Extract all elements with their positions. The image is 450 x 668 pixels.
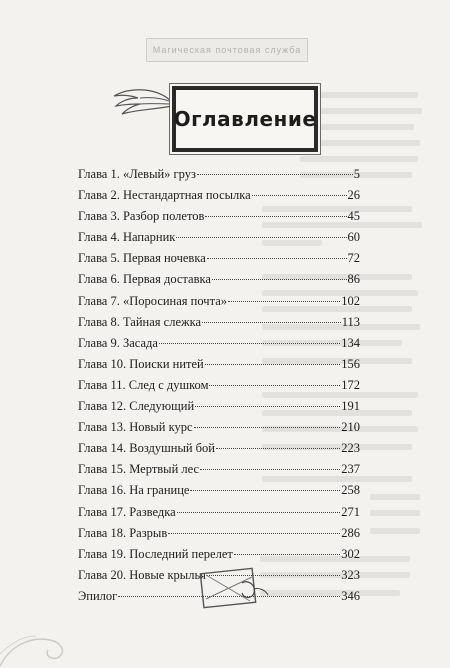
- toc-entry: [78, 185, 360, 206]
- toc-leader-dots: [207, 258, 347, 259]
- toc-page-number: 5: [353, 167, 360, 181]
- toc-entry: [78, 227, 360, 248]
- toc-entry-title: Глава 3. Разбор полетов: [78, 209, 205, 224]
- toc-page-number: 210: [341, 420, 360, 435]
- toc-leader-dots: [202, 322, 341, 323]
- parcel-icon: [196, 565, 272, 609]
- toc-entry-title: Глава 15. Мертвый лес: [78, 462, 200, 477]
- toc-leader-dots: [212, 279, 347, 280]
- toc-entry-title: Глава 14. Воздушный бой: [78, 441, 215, 456]
- toc-leader-dots: [234, 554, 340, 555]
- running-header-plate: [146, 38, 308, 62]
- toc-entry-title: Глава 8. Тайная слежка: [78, 314, 202, 329]
- toc-entry-title: Глава 19. Последний перелет: [78, 546, 233, 561]
- toc-leader-dots: [195, 406, 340, 407]
- toc-page-number: 60: [347, 230, 360, 245]
- toc-leader-dots: [209, 385, 340, 386]
- toc-entry: [78, 502, 360, 523]
- toc-entry: [78, 480, 360, 501]
- toc-leader-dots: [216, 448, 340, 449]
- toc-page-number: 258: [341, 483, 360, 498]
- toc-entry-title: Глава 18. Разрыв: [78, 525, 168, 540]
- toc-leader-dots: [168, 533, 340, 534]
- toc-leader-dots: [205, 216, 346, 217]
- toc-page-number: 271: [341, 504, 360, 519]
- toc-leader-dots: [252, 195, 347, 196]
- toc-page-number: 86: [347, 272, 360, 287]
- toc-leader-dots: [200, 469, 340, 470]
- toc-page-number: 72: [347, 251, 360, 266]
- toc-leader-dots: [197, 174, 353, 175]
- toc-page-number: 45: [347, 209, 360, 224]
- toc-leader-dots: [228, 301, 340, 302]
- toc-entry: [78, 438, 360, 459]
- toc-entry-title: Глава 1. «Левый» груз: [78, 167, 196, 181]
- toc-entry-title: Глава 5. Первая ночевка: [78, 251, 206, 266]
- toc-page-number: 26: [347, 188, 360, 203]
- toc-entry: [78, 459, 360, 480]
- table-of-contents: [78, 164, 360, 607]
- toc-entry: [78, 354, 360, 375]
- toc-entry-title: Глава 9. Засада: [78, 335, 158, 350]
- toc-page-number: 113: [341, 314, 360, 329]
- toc-entry-title: Глава 20. Новые крылья: [78, 567, 206, 582]
- toc-page-number: 134: [341, 335, 360, 350]
- toc-page-number: 237: [341, 462, 360, 477]
- toc-page-number: 172: [341, 377, 360, 392]
- toc-page-number: 286: [341, 525, 360, 540]
- toc-page-number: 191: [341, 399, 360, 414]
- toc-entry: [78, 375, 360, 396]
- toc-page-number: 302: [341, 546, 360, 561]
- toc-entry: [78, 312, 360, 333]
- toc-entry-title: Глава 12. Следующий: [78, 399, 195, 414]
- toc-entry-title: Глава 7. «Поросиная почта»: [78, 293, 227, 308]
- toc-entry-title: Глава 13. Новый курс: [78, 420, 193, 435]
- toc-entry-title: Эпилог: [78, 588, 118, 603]
- toc-leader-dots: [190, 490, 340, 491]
- toc-entry: [78, 417, 360, 438]
- toc-entry-title: Глава 11. След с душком: [78, 377, 209, 392]
- toc-page-number: 323: [341, 567, 360, 582]
- toc-entry: [78, 291, 360, 312]
- toc-entry: [78, 164, 360, 185]
- toc-leader-dots: [205, 364, 341, 365]
- toc-entry: [78, 523, 360, 544]
- toc-page-number: 102: [341, 293, 360, 308]
- running-header-text: Магическая почтовая служба: [152, 45, 302, 55]
- toc-leader-dots: [176, 237, 346, 238]
- toc-entry-title: Глава 6. Первая доставка: [78, 272, 211, 287]
- toc-entry-title: Глава 17. Разведка: [78, 504, 176, 519]
- toc-page-number: 156: [341, 356, 360, 371]
- toc-leader-dots: [177, 512, 341, 513]
- toc-entry: [78, 396, 360, 417]
- toc-entry-title: Глава 4. Напарник: [78, 230, 176, 245]
- corner-swirl-decoration: [0, 606, 80, 668]
- toc-entry: [78, 333, 360, 354]
- toc-leader-dots: [159, 343, 340, 344]
- toc-entry: [78, 269, 360, 290]
- toc-entry-title: Глава 10. Поиски нитей: [78, 356, 204, 371]
- wing-icon: [110, 82, 174, 122]
- title-frame: [172, 86, 318, 152]
- toc-page-number: 223: [341, 441, 360, 456]
- toc-leader-dots: [194, 427, 341, 428]
- toc-entry-title: Глава 16. На границе: [78, 483, 190, 498]
- toc-entry: [78, 248, 360, 269]
- toc-entry: [78, 206, 360, 227]
- toc-entry-title: Глава 2. Нестандартная посылка: [78, 188, 251, 203]
- toc-entry: [78, 544, 360, 565]
- page-title: Оглавление: [173, 107, 317, 131]
- toc-page-number: 346: [341, 588, 360, 603]
